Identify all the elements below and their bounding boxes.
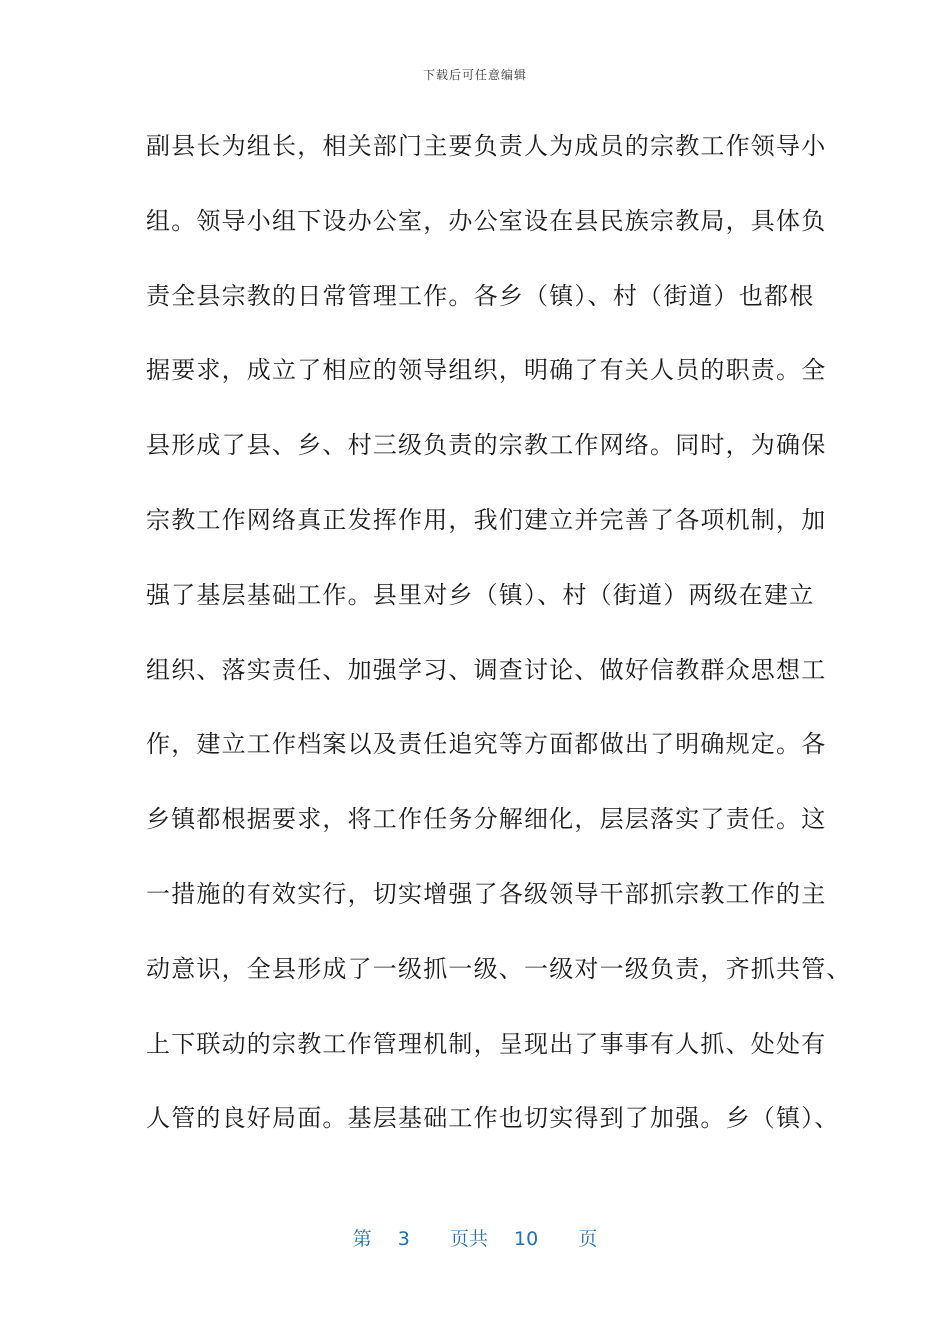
page-suffix: 页 xyxy=(578,1228,598,1250)
total-pages-number: 10 xyxy=(514,1228,539,1250)
text-line: 乡镇都根据要求，将工作任务分解细化，层层落实了责任。这 xyxy=(146,805,827,834)
text-line: 组织、落实责任、加强学习、调查讨论、做好信教群众思想工 xyxy=(146,655,827,684)
text-line: 据要求，成立了相应的领导组织，明确了有关人员的职责。全 xyxy=(146,356,827,385)
current-page-number: 3 xyxy=(397,1228,410,1250)
page-footer xyxy=(0,1224,950,1251)
body-text xyxy=(146,118,852,1165)
header-note: 下载后可任意编辑 xyxy=(422,68,527,82)
text-line: 一措施的有效实行，切实增强了各级领导干部抓宗教工作的主 xyxy=(146,879,827,908)
text-line: 责全县宗教的日常管理工作。各乡（镇）、村（街道）也都根 xyxy=(146,281,815,310)
text-line: 作，建立工作档案以及责任追究等方面都做出了明确规定。各 xyxy=(146,730,827,759)
page-mid: 页共 xyxy=(449,1228,488,1250)
page-prefix: 第 xyxy=(352,1228,372,1250)
text-line: 县形成了县、乡、村三级负责的宗教工作网络。同时，为确保 xyxy=(146,431,827,460)
text-line: 动意识，全县形成了一级抓一级、一级对一级负责，齐抓共管、 xyxy=(146,954,852,983)
text-line: 副县长为组长，相关部门主要负责人为成员的宗教工作领导小 xyxy=(146,132,827,160)
text-line: 强了基层基础工作。县里对乡（镇）、村（街道）两级在建立 xyxy=(146,580,815,609)
text-line: 宗教工作网络真正发挥作用，我们建立并完善了各项机制，加 xyxy=(146,505,827,534)
text-line: 上下联动的宗教工作管理机制，呈现出了事事有人抓、处处有 xyxy=(146,1029,827,1058)
text-line: 人管的良好局面。基层基础工作也切实得到了加强。乡（镇）、 xyxy=(146,1104,840,1133)
text-line: 组。领导小组下设办公室，办公室设在县民族宗教局，具体负 xyxy=(146,206,827,235)
